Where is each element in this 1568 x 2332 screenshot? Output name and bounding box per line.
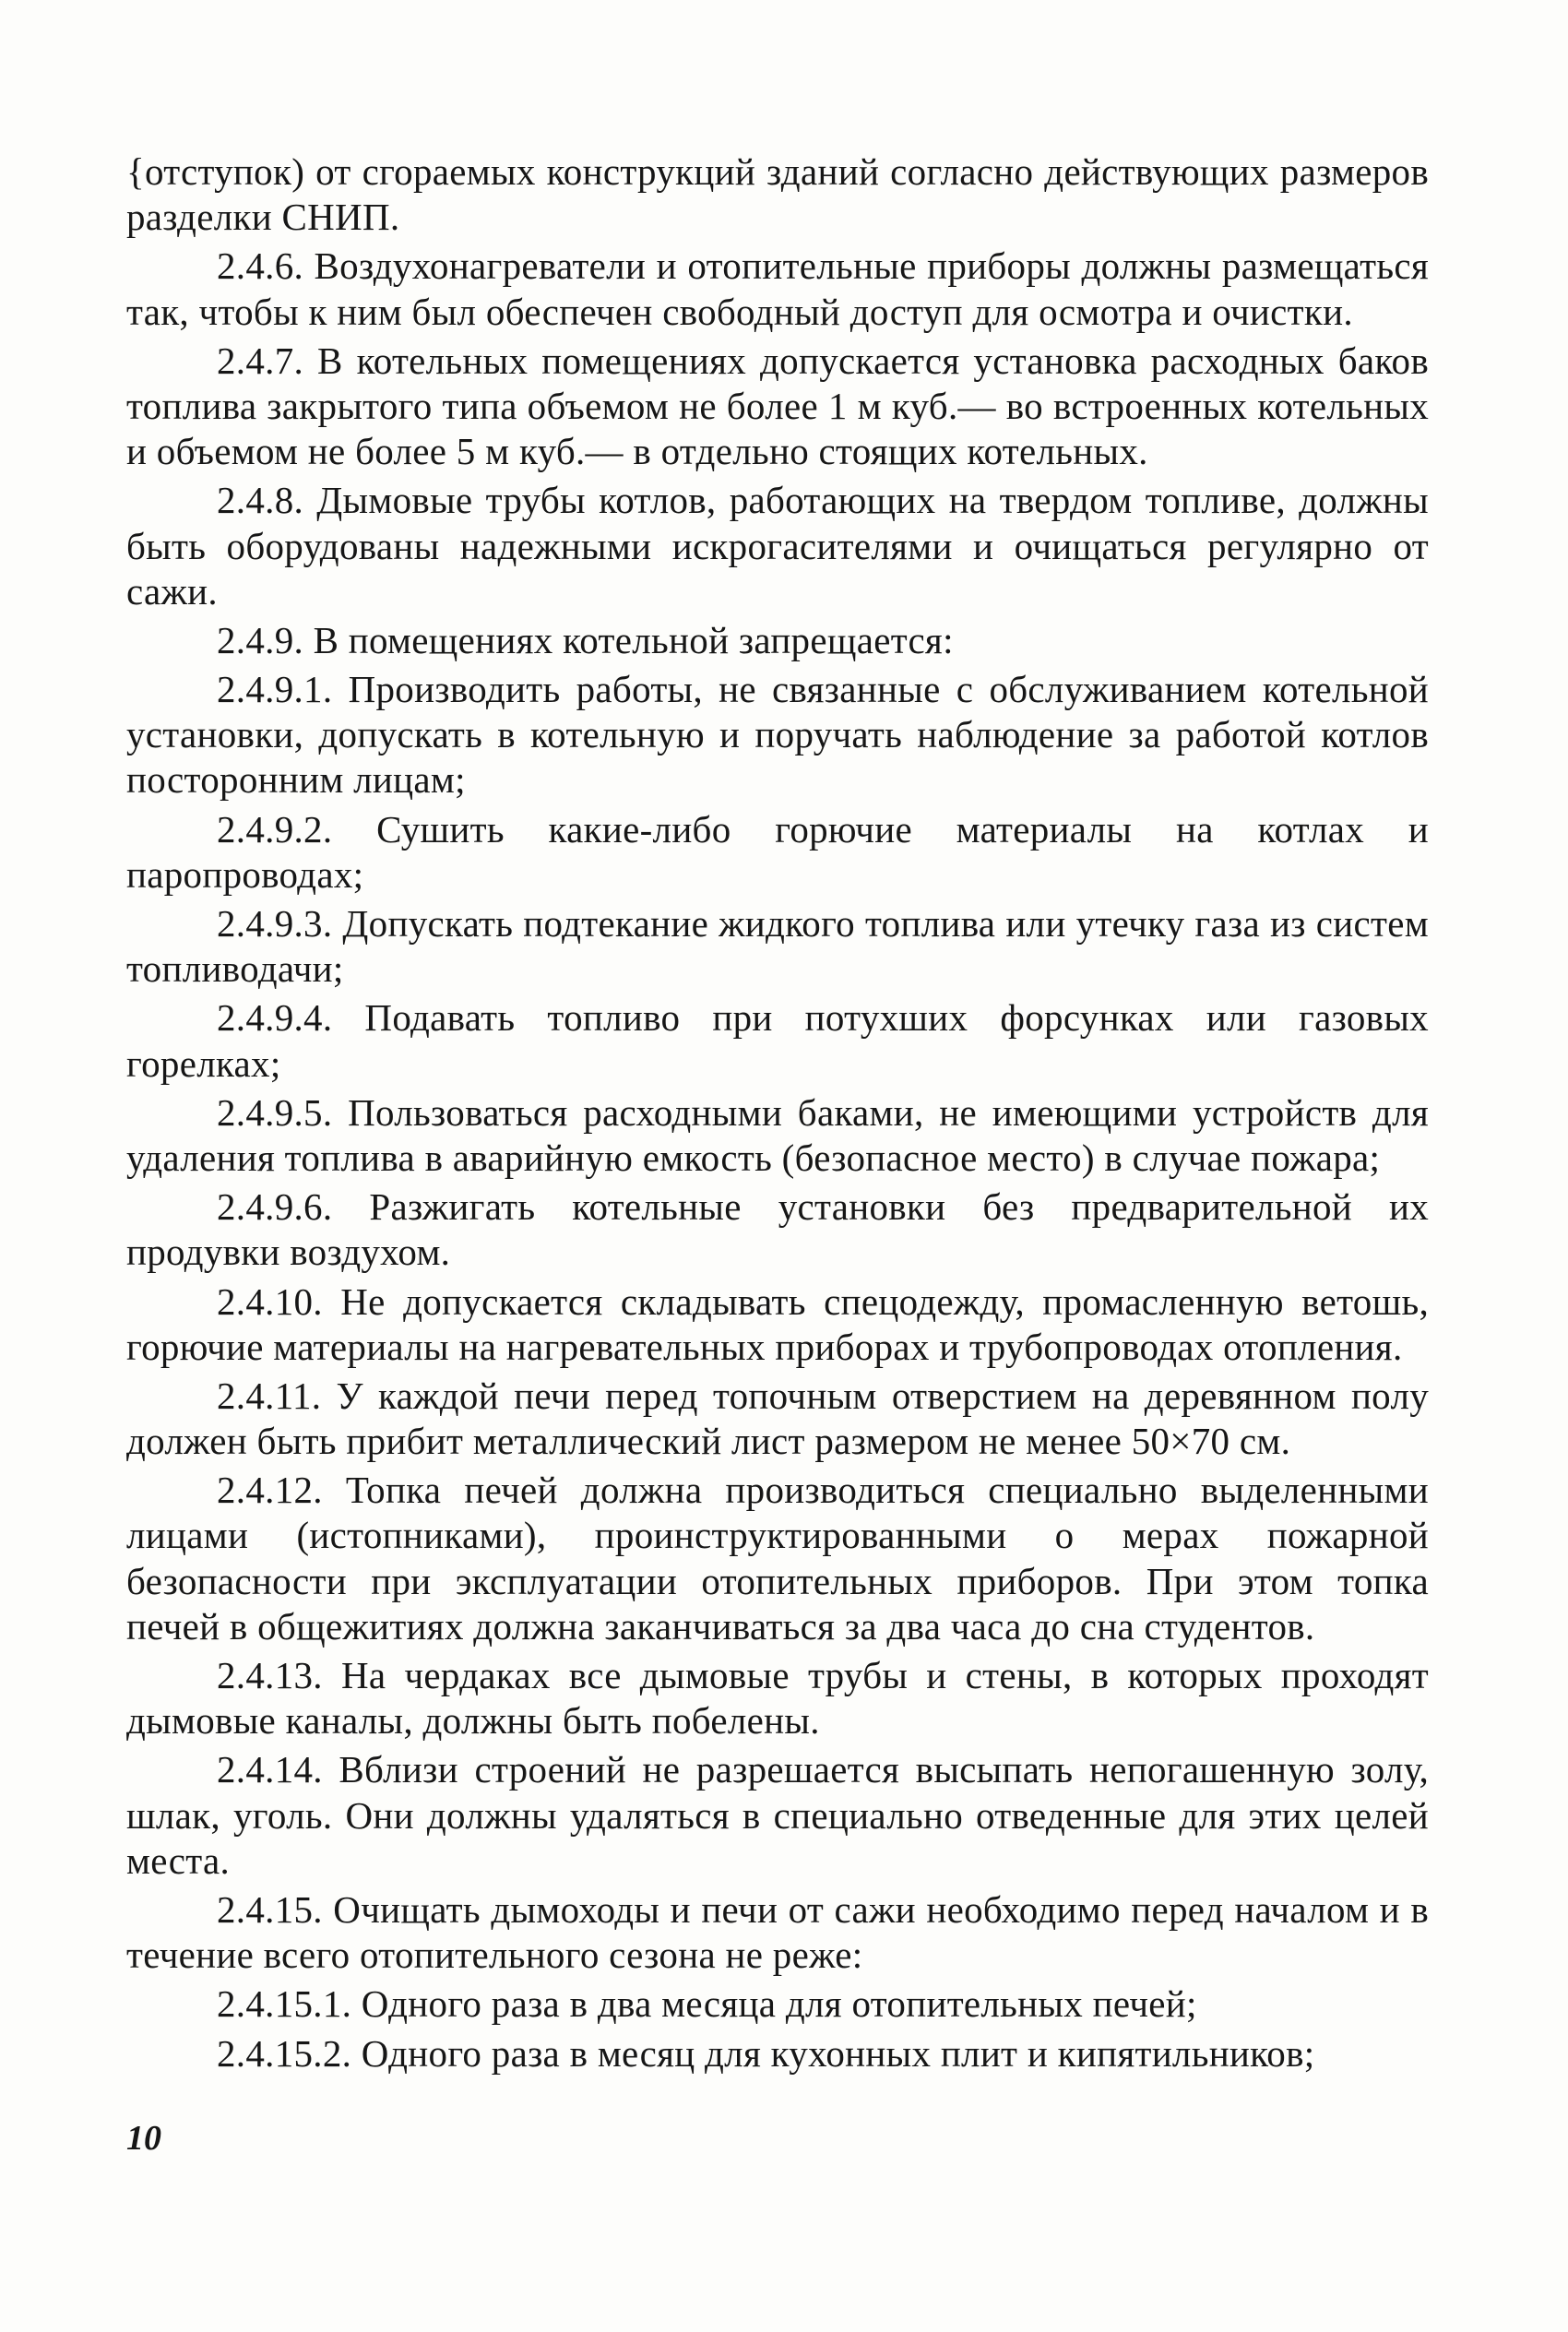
paragraph-2-4-7: 2.4.7. В котельных помещениях допускается установка расходных баков топлива закрытого типа объемом не более 1 м куб.— во встроенных котельных и объемом не более 5 м куб.— в отдельно стоящих котельных.	[126, 339, 1429, 473]
paragraph-2-4-13: 2.4.13. На чердаках все дымовые трубы и стены, в которых проходят дымовые каналы, должны быть побелены.	[126, 1654, 1429, 1743]
paragraph-2-4-9-4: 2.4.9.4. Подавать топливо при потухших форсунках или газовых горелках;	[126, 996, 1429, 1085]
paragraph-2-4-9-5: 2.4.9.5. Пользоваться расходными баками, не имеющими устройств для удаления топлива в аварийную емкость (безопасное место) в случае пожара;	[126, 1090, 1429, 1179]
paragraph-2-4-9-1: 2.4.9.1. Производить работы, не связанные с обслуживанием котельной установки, допускать в котельную и поручать наблюдение за работой котлов посторонним лицам;	[126, 668, 1429, 802]
paragraph-2-4-11: 2.4.11. У каждой печи перед топочным отверстием на деревянном полу должен быть прибит металлический лист размером не менее 50×70 см.	[126, 1374, 1429, 1463]
paragraph-2-4-9-3: 2.4.9.3. Допускать подтекание жидкого топлива или утечку газа из систем топливодачи;	[126, 902, 1429, 991]
paragraph-2-4-8: 2.4.8. Дымовые трубы котлов, работающих на твердом топливе, должны быть оборудованы надежными искрогасителями и очищаться регулярно от сажи.	[126, 479, 1429, 613]
paragraph-2-4-9-2: 2.4.9.2. Сушить какие-либо горючие материалы на котлах и паропроводах;	[126, 807, 1429, 896]
paragraph-2-4-15-2: 2.4.15.2. Одного раза в месяц для кухонных плит и кипятильников;	[217, 2031, 1315, 2075]
paragraph-2-4-15-1: 2.4.15.1. Одного раза в два месяца для отопительных печей;	[217, 1982, 1197, 2026]
paragraph-2-4-9-6: 2.4.9.6. Разжигать котельные установки без предварительной их продувки воздухом.	[126, 1185, 1429, 1274]
paragraph-continuation: {отступок) от сгораемых конструкций зданий согласно действующих размеров разделки СНИП.	[126, 150, 1429, 239]
paragraph-2-4-9: 2.4.9. В помещениях котельной запрещается:	[217, 618, 954, 661]
paragraph-2-4-10: 2.4.10. Не допускается складывать спецодежду, промасленную ветошь, горючие материалы на нагревательных приборах и трубопроводах отопления.	[126, 1279, 1429, 1368]
paragraph-2-4-12: 2.4.12. Топка печей должна производиться специально выделенными лицами (истопниками), проинструктированными о мерах пожарной безопасности при эксплуатации отопительных приборов. При этом топка печей в общежитиях должна заканчиваться за два часа до сна студентов.	[126, 1469, 1429, 1648]
paragraph-2-4-6: 2.4.6. Воздухонагреватели и отопительные приборы должны размещаться так, чтобы к ним был обеспечен свободный доступ для осмотра и очистки.	[126, 244, 1429, 333]
paragraph-2-4-15: 2.4.15. Очищать дымоходы и печи от сажи необходимо перед началом и в течение всего отопительного сезона не реже:	[126, 1887, 1429, 1977]
page-number: 10	[126, 2119, 161, 2158]
document-body	[126, 149, 1429, 2080]
paragraph-2-4-14: 2.4.14. Вблизи строений не разрешается высыпать непогашенную золу, шлак, уголь. Они должны удаляться в специально отведенные для этих целей места.	[126, 1748, 1429, 1882]
